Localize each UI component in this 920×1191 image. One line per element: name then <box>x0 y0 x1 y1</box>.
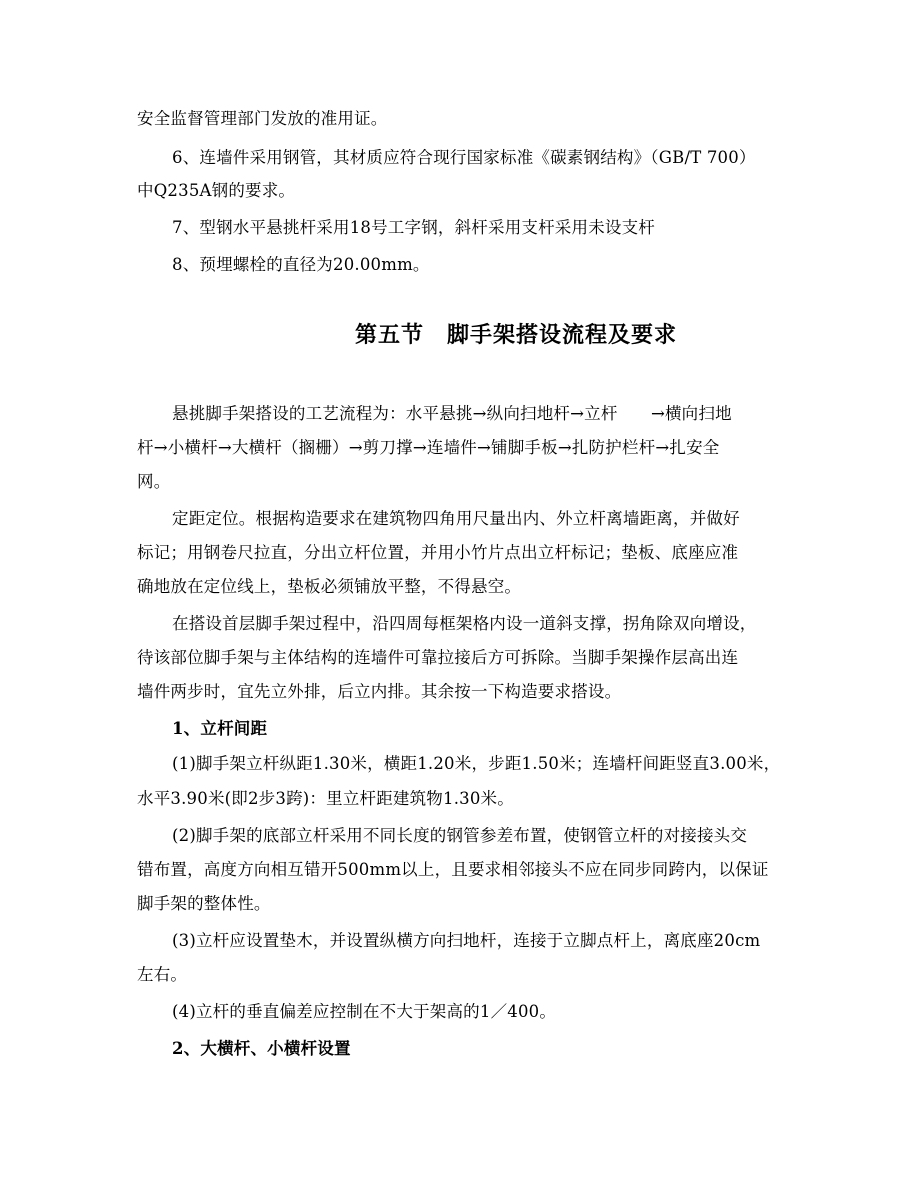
text-line: 左右。 <box>137 965 188 984</box>
text-line: 墙件两步时，宜先立外排，后立内排。其余按一下构造要求搭设。 <box>137 682 622 701</box>
subsection-heading: 2、大横杆、小横杆设置 <box>172 1039 351 1058</box>
text-line: (4)立杆的垂直偏差应控制在不大于架高的1／400。 <box>172 1002 557 1021</box>
text-line: 网。 <box>137 472 171 491</box>
text-line: 脚手架的整体性。 <box>137 894 271 913</box>
section-title: 第五节 脚手架搭设流程及要求 <box>355 322 678 348</box>
text-line: 待该部位脚手架与主体结构的连墙件可靠拉接后方可拆除。当脚手架操作层高出连 <box>137 648 739 667</box>
text-line: (3)立杆应设置垫木，并设置纵横方向扫地杆，连接于立脚点杆上，离底座20cm <box>172 931 761 950</box>
subsection-heading: 1、立杆间距 <box>172 719 268 738</box>
text-line: 8、预埋螺栓的直径为20.00mm。 <box>172 255 430 274</box>
text-line: 水平3.90米(即2步3跨)：里立杆距建筑物1.30米。 <box>137 789 514 808</box>
text-line: 杆→小横杆→大横杆（搁栅）→剪刀撑→连墙件→铺脚手板→扎防护栏杆→扎安全 <box>137 438 720 457</box>
text-line: 安全监督管理部门发放的准用证。 <box>137 109 388 128</box>
text-line: 悬挑脚手架搭设的工艺流程为：水平悬挑→纵向扫地杆→立杆 →横向扫地 <box>172 404 732 423</box>
text-line: (2)脚手架的底部立杆采用不同长度的钢管参差布置，使钢管立杆的对接接头交 <box>172 826 748 845</box>
text-line: 定距定位。根据构造要求在建筑物四角用尺量出内、外立杆离墙距离，并做好 <box>172 509 740 528</box>
text-line: 6、连墙件采用钢管，其材质应符合现行国家标准《碳素钢结构》（GB/T 700） <box>172 148 756 167</box>
text-line: 7、型钢水平悬挑杆采用18号工字钢，斜杆采用支杆采用未设支杆 <box>172 218 655 237</box>
text-line: 中Q235A钢的要求。 <box>137 181 296 200</box>
text-line: (1)脚手架立杆纵距1.30米，横距1.20米，步距1.50米；连墙杆间距竖直3.00米， <box>172 754 781 773</box>
text-line: 标记；用钢卷尺拉直，分出立杆位置，并用小竹片点出立杆标记；垫板、底座应准 <box>137 543 739 562</box>
text-line: 在搭设首层脚手架过程中，沿四周每框架格内设一道斜支撑，拐角除双向增设， <box>172 614 757 633</box>
text-line: 错布置，高度方向相互错开500mm以上，且要求相邻接头不应在同步同跨内，以保证 <box>137 860 769 879</box>
text-line: 确地放在定位线上，垫板必须铺放平整，不得悬空。 <box>137 577 522 596</box>
